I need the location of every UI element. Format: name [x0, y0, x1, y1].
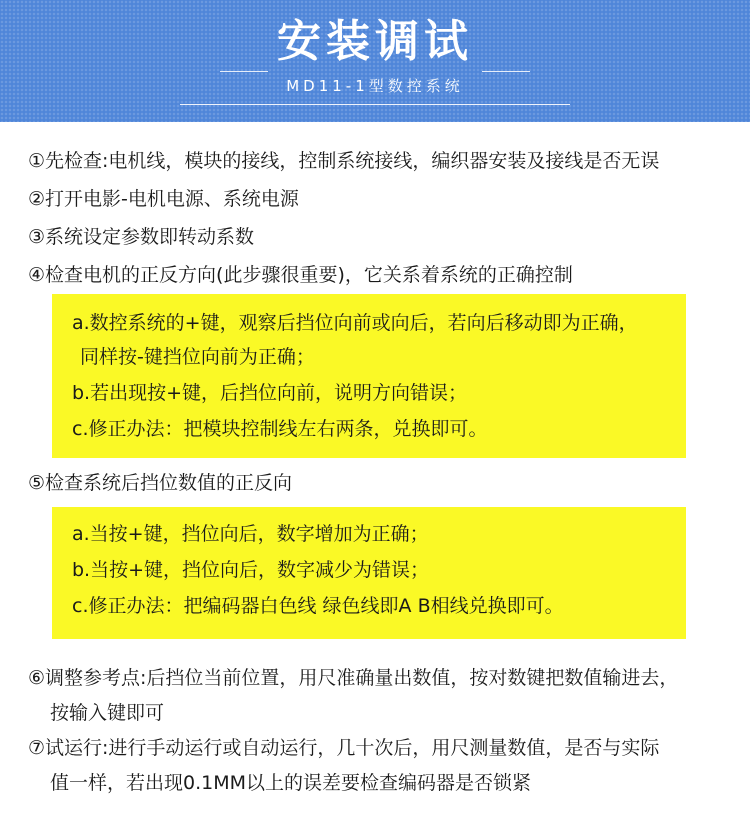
box2-item-b: b.当按+键，挡位向后，数字减少为错误； — [72, 559, 430, 581]
step-7-line1: ⑦试运行:进行手动运行或自动运行，几十次后，用尺测量数值，是否与实际 — [28, 737, 660, 759]
box1-item-b: b.若出现按+键，后挡位向前，说明方向错误； — [72, 382, 468, 404]
subtitle-rule-left — [220, 71, 268, 72]
box2-item-a: a.当按+键，挡位向后，数字增加为正确； — [72, 523, 429, 545]
page-subtitle: MD11-1型数控系统 — [286, 77, 464, 95]
box1-item-a-line2: 同样按-键挡位向前为正确； — [80, 346, 315, 368]
subtitle-rule-right — [482, 71, 530, 72]
subtitle-underline — [180, 104, 570, 105]
step-1: ①先检查:电机线，模块的接线，控制系统接线，编织器安装及接线是否无误 — [28, 150, 660, 172]
highlight-box-direction — [52, 294, 686, 458]
highlight-box-counter — [52, 507, 686, 639]
box1-item-c: c.修正办法：把模块控制线左右两条，兑换即可。 — [72, 418, 488, 440]
header-banner — [0, 0, 750, 122]
step-5: ⑤检查系统后挡位数值的正反向 — [28, 472, 293, 494]
step-3: ③系统设定参数即转动系数 — [28, 226, 255, 248]
step-4: ④检查电机的正反方向(此步骤很重要)，它关系着系统的正确控制 — [28, 264, 573, 286]
step-6-line2: 按输入键即可 — [50, 702, 165, 724]
step-6-line1: ⑥调整参考点:后挡位当前位置，用尺准确量出数值，按对数键把数值输进去， — [28, 667, 679, 689]
page-title: 安装调试 — [277, 16, 473, 67]
step-2: ②打开电影-电机电源、系统电源 — [28, 188, 299, 210]
box2-item-c: c.修正办法：把编码器白色线 绿色线即A B相线兑换即可。 — [72, 595, 564, 617]
step-7-line2: 值一样，若出现0.1MM以上的误差要检查编码器是否锁紧 — [50, 772, 532, 794]
box1-item-a-line1: a.数控系统的+键，观察后挡位向前或向后，若向后移动即为正确， — [72, 312, 638, 334]
